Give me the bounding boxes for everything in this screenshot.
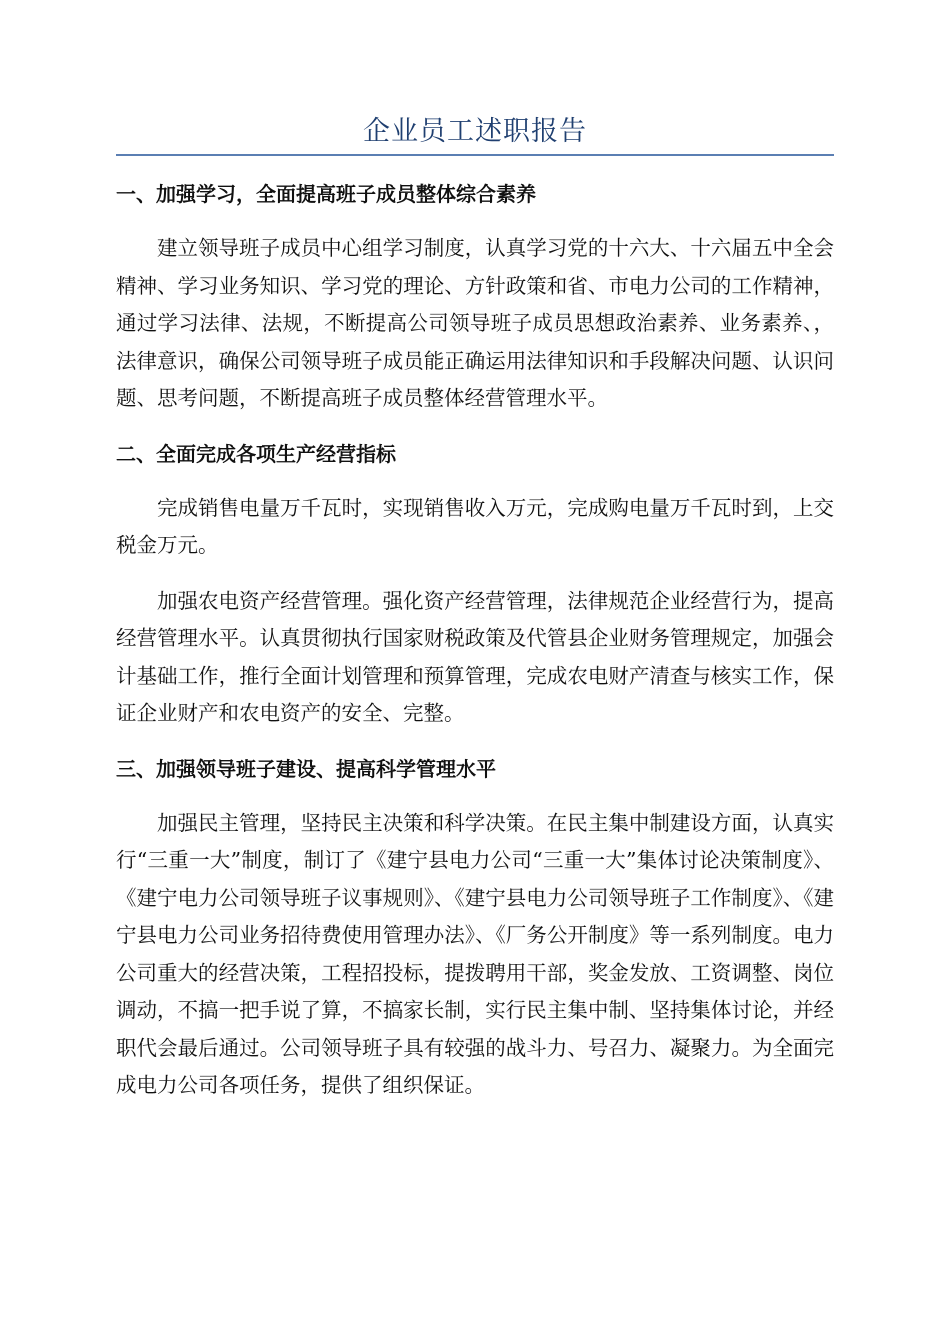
document-body	[116, 176, 834, 1105]
page-title: 企业员工述职报告	[363, 116, 587, 147]
title-underline	[116, 154, 834, 156]
section-2-paragraph-2: 加强农电资产经营管理。强化资产经营管理，法律规范企业经营行为，提高经营管理水平。认真贯彻执行国家财税政策及代管县企业财务管理规定，加强会计基础工作，推行全面计划管理和预算管理，完成农电财产清查与核实工作，保证企业财产和农电资产的安全、完整。	[116, 588, 834, 725]
spacer	[116, 565, 834, 583]
spacer	[116, 472, 834, 490]
spacer	[116, 418, 834, 436]
spacer	[116, 787, 834, 805]
spacer	[116, 733, 834, 751]
section-heading-1: 一、加强学习，全面提高班子成员整体综合素养	[116, 182, 536, 206]
section-heading-2: 二、全面完成各项生产经营指标	[116, 441, 396, 466]
section-3-paragraph-1: 加强民主管理，坚持民主决策和科学决策。在民主集中制建设方面，认真实行“三重一大”制度，制订了《建宁县电力公司“三重一大”集体讨论决策制度》、《建宁电力公司领导班子议事规则》、《建宁县电力公司领导班子工作制度》、《建宁县电力公司业务招待费使用管理办法》、《厂务公开制度》等一系列制度。电力公司重大的经营决策，工程招投标，提拨聘用干部，奖金发放、工资调整、岗位调动，不搞一把手说了算，不搞家长制，实行民主集中制、坚持集体讨论，并经职代会最后通过。公司领导班子具有较强的战斗力、号召力、凝聚力。为全面完成电力公司各项任务，提供了组织保证。	[116, 810, 834, 1097]
spacer	[116, 212, 834, 230]
section-2-paragraph-1: 完成销售电量万千瓦时，实现销售收入万元，完成购电量万千瓦时到，上交税金万元。	[116, 495, 834, 557]
section-heading-3: 三、加强领导班子建设、提高科学管理水平	[116, 756, 496, 781]
section-1-paragraph-1: 建立领导班子成员中心组学习制度，认真学习党的十六大、十六届五中全会精神、学习业务知识、学习党的理论、方针政策和省、市电力公司的工作精神，通过学习法律、法规，不断提高公司领导班子成员思想政治素养、业务素养、，法律意识，确保公司领导班子成员能正确运用法律知识和手段解决问题、认识问题、思考问题，不断提高班子成员整体经营管理水平。	[116, 236, 834, 410]
